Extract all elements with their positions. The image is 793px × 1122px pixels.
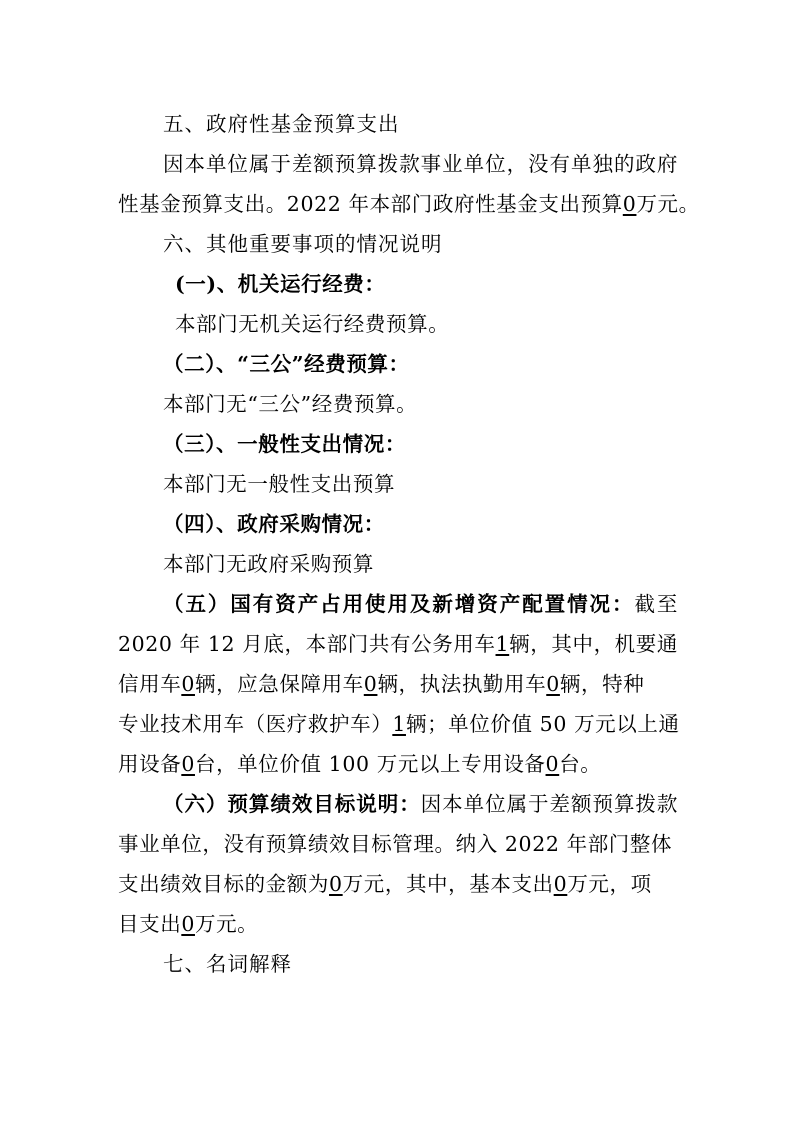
subsection-5-text-7: 辆，特种 <box>559 672 645 696</box>
subsection-5-text-9: 辆；单位价值 50 万元以上通 <box>405 712 680 736</box>
section-5-text-b: 性基金预算支出。2022 年本部门政府性基金支出预算 <box>118 192 623 216</box>
basic-expenditure-amount: 0 <box>553 872 568 896</box>
section-5-paragraph-line-1 <box>163 150 678 178</box>
project-expenditure-amount: 0 <box>181 912 195 936</box>
section-5-text-c: 万元。 <box>636 192 700 216</box>
section-7-heading: 七、名词解释 <box>163 952 292 976</box>
subsection-6-line-1 <box>163 790 678 818</box>
subsection-5-line-4 <box>118 710 678 738</box>
subsection-5-heading: （五）国有资产占用使用及新增资产配置情况： <box>163 592 635 616</box>
subsection-6-heading: （六）预算绩效目标说明： <box>163 792 421 816</box>
official-car-count: 1 <box>495 632 510 656</box>
subsection-6-text-4: 万元，项 <box>567 872 652 896</box>
law-enforcement-car-count: 0 <box>546 672 560 696</box>
subsection-5-line-3 <box>118 670 678 698</box>
subsection-5-text-10: 用设备 <box>118 752 182 776</box>
subsection-5-text-3: 辆，其中，机要通 <box>509 632 678 656</box>
subsection-6-line-3 <box>118 870 678 898</box>
subsection-1-text: 本部门无机关运行经费预算。 <box>175 312 450 336</box>
confidential-car-count: 0 <box>181 672 195 696</box>
govfund-budget-value: 0 <box>622 192 637 216</box>
subsection-4-heading: （四）、政府采购情况： <box>163 512 385 536</box>
subsection-5-text-5: 辆，应急保障用车 <box>194 672 364 696</box>
subsection-3-heading: （三）、一般性支出情况： <box>163 432 406 456</box>
subsection-6-text-6: 万元。 <box>194 912 259 936</box>
subsection-3-text: 本部门无一般性支出预算 <box>163 472 396 496</box>
subsection-5-line-1 <box>163 590 678 618</box>
emergency-car-count: 0 <box>363 672 378 696</box>
performance-target-amount: 0 <box>329 872 343 896</box>
subsection-5-line-5 <box>118 750 678 778</box>
subsection-5-text-6: 辆，执法执勤用车 <box>377 672 547 696</box>
subsection-6-line-4 <box>118 910 678 938</box>
subsection-6-text-5: 目支出 <box>118 912 182 936</box>
subsection-5-text-8: 专业技术用车（医疗救护车） <box>118 712 393 736</box>
special-equipment-count: 0 <box>545 752 560 776</box>
section-5-paragraph-line-2 <box>118 190 700 218</box>
subsection-6-text-2: 支出绩效目标的金额为 <box>118 872 329 896</box>
subsection-2-heading: （二）、“三公”经费预算： <box>163 352 410 376</box>
section-6-heading: 六、其他重要事项的情况说明 <box>163 232 443 256</box>
subsection-6-text-3: 万元，其中，基本支出 <box>342 872 554 896</box>
ambulance-count: 1 <box>392 712 406 736</box>
general-equipment-count: 0 <box>181 752 195 776</box>
subsection-4-text: 本部门无政府采购预算 <box>163 552 374 576</box>
subsection-5-text-12: 台。 <box>559 752 602 776</box>
subsection-5-text-11: 台，单位价值 100 万元以上专用设备 <box>194 752 546 776</box>
subsection-5-text-4: 信用车 <box>118 672 182 696</box>
subsection-6-line-2: 事业单位，没有预算绩效目标管理。纳入 2022 年部门整体 <box>118 832 673 856</box>
subsection-2-text: 本部门无“三公”经费预算。 <box>163 392 418 416</box>
subsection-5-text-2: 2020 年 12 月底，本部门共有公务用车 <box>118 632 496 656</box>
section-5-text-a: 因本单位属于差额预算拨款事业单位，没有单独的政府 <box>163 152 678 176</box>
subsection-1-heading: (一)、机关运行经费： <box>175 272 386 296</box>
subsection-5-line-2 <box>118 630 678 658</box>
section-5-heading: 五、政府性基金预算支出 <box>163 112 400 136</box>
subsection-5-text-1: 截至 <box>634 592 678 616</box>
subsection-6-text-1: 因本单位属于差额预算拨款 <box>420 792 678 816</box>
